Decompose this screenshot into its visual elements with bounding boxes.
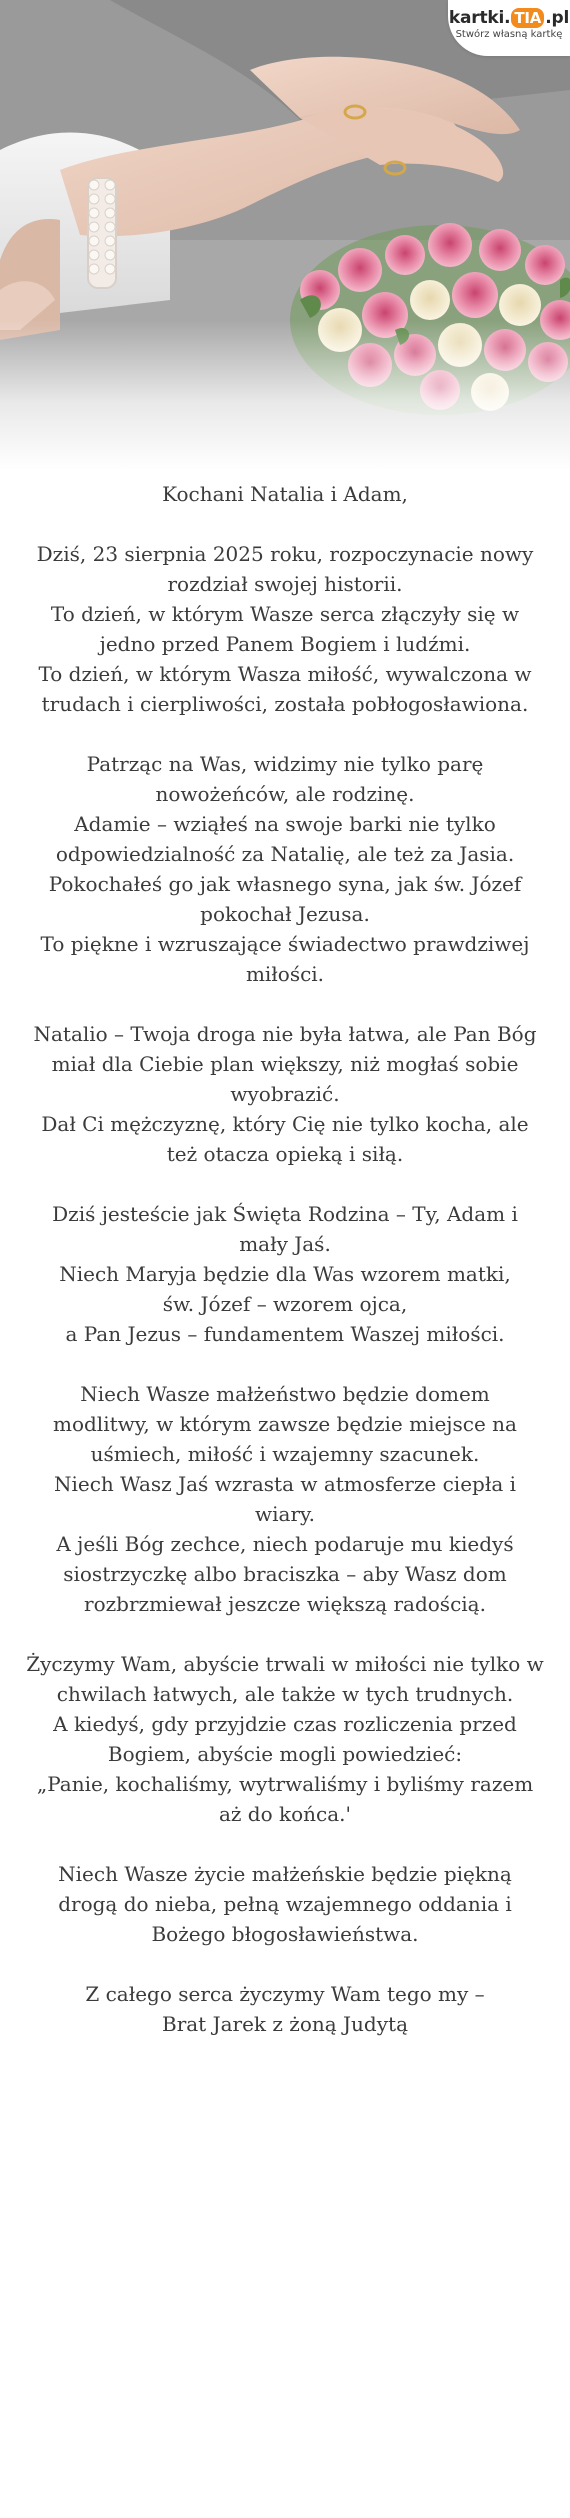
message-line: odpowiedzialność za Natalię, ale też za Jasia. xyxy=(55,842,515,866)
message-line: To piękne i wzruszające świadectwo prawdziwej xyxy=(40,932,530,956)
blank-line xyxy=(20,989,550,1019)
message-line: Dziś jesteście jak Święta Rodzina – Ty, Adam i xyxy=(52,1202,518,1226)
message-line: Bogiem, abyście mogli powiedzieć: xyxy=(107,1742,463,1766)
message-line: też otacza opieką i siłą. xyxy=(166,1142,404,1166)
message-line: „Panie, kochaliśmy, wytrwaliśmy i byliśmy razem xyxy=(36,1772,534,1796)
site-logo[interactable] xyxy=(448,0,570,56)
message-line: jedno przed Panem Bogiem i ludźmi. xyxy=(99,632,471,656)
message-line: drogą do nieba, pełną wzajemnego oddania i xyxy=(58,1892,512,1916)
message-line: aż do końca.' xyxy=(218,1802,352,1826)
message-line: Bożego błogosławieństwa. xyxy=(151,1922,419,1946)
message-line: mały Jaś. xyxy=(239,1232,331,1256)
message-line: Dziś, 23 sierpnia 2025 roku, rozpoczynacie nowy xyxy=(36,542,534,566)
logo-badge-icon: TIA xyxy=(511,8,544,28)
message-line: wyobrazić. xyxy=(230,1082,340,1106)
message-line: uśmiech, miłość i wzajemny szacunek. xyxy=(90,1442,480,1466)
logo-tagline: Stwórz własną kartkę xyxy=(455,29,563,40)
blank-line xyxy=(20,1949,550,1979)
message-line: Życzymy Wam, abyście trwali w miłości nie tylko w xyxy=(26,1652,544,1676)
message-line: Natalio – Twoja droga nie była łatwa, ale Pan Bóg xyxy=(33,1022,537,1046)
message-line: Brat Jarek z żoną Judytą xyxy=(162,2012,408,2036)
blank-line xyxy=(20,1349,550,1379)
message-line: A jeśli Bóg zechce, niech podaruje mu kiedyś xyxy=(56,1532,514,1556)
blank-line xyxy=(20,509,550,539)
message-line: Z całego serca życzymy Wam tego my – xyxy=(85,1982,485,2006)
blank-line xyxy=(20,719,550,749)
message-line: rozdział swojej historii. xyxy=(167,572,403,596)
blank-line xyxy=(20,1829,550,1859)
message-line: miłości. xyxy=(245,962,325,986)
message-line: To dzień, w którym Wasza miłość, wywalczona w xyxy=(38,662,532,686)
message-line: Kochani Natalia i Adam, xyxy=(162,482,408,506)
blank-line xyxy=(20,1169,550,1199)
message-line: miał dla Ciebie plan większy, niż mogłaś sobie xyxy=(51,1052,519,1076)
message-line: Pokochałeś go jak własnego syna, jak św. Józef xyxy=(48,872,522,896)
message-line: Niech Wasz Jaś wzrasta w atmosferze ciepła i xyxy=(54,1472,516,1496)
photo-fade xyxy=(0,320,570,470)
message-line: wiary. xyxy=(255,1502,315,1526)
message-line: pokochał Jezusa. xyxy=(200,902,370,926)
message-line: a Pan Jezus – fundamentem Waszej miłości. xyxy=(65,1322,505,1346)
logo-brand-suffix: .pl xyxy=(545,8,570,28)
message-line: modlitwy, w którym zawsze będzie miejsce na xyxy=(53,1412,517,1436)
message-line: Niech Maryja będzie dla Was wzorem matki, xyxy=(59,1262,511,1286)
message-line: A kiedyś, gdy przyjdzie czas rozliczenia przed xyxy=(53,1712,517,1736)
blank-line xyxy=(20,1619,550,1649)
message-line: Adamie – wziąłeś na swoje barki nie tylko xyxy=(74,812,496,836)
logo-wordmark xyxy=(448,0,570,28)
message-line: rozbrzmiewał jeszcze większą radością. xyxy=(84,1592,486,1616)
message-line: chwilach łatwych, ale także w tych trudnych. xyxy=(56,1682,514,1706)
message-line: Patrząc na Was, widzimy nie tylko parę xyxy=(86,752,484,776)
message-line: siostrzyczkę albo braciszka – aby Wasz dom xyxy=(63,1562,507,1586)
message-line: Dał Ci mężczyznę, który Cię nie tylko kocha, ale xyxy=(41,1112,529,1136)
message-line: trudach i cierpliwości, została pobłogosławiona. xyxy=(41,692,529,716)
message-line: nowożeńców, ale rodzinę. xyxy=(155,782,415,806)
message-line: Niech Wasze życie małżeńskie będzie piękną xyxy=(58,1862,512,1886)
wedding-hands-photo xyxy=(0,0,570,470)
message-line: Niech Wasze małżeństwo będzie domem xyxy=(80,1382,490,1406)
message-line: To dzień, w którym Wasze serca złączyły się w xyxy=(50,602,520,626)
greeting-message xyxy=(20,479,550,2039)
message-line: św. Józef – wzorem ojca, xyxy=(162,1292,408,1316)
logo-brand-prefix: kartki. xyxy=(448,8,511,28)
